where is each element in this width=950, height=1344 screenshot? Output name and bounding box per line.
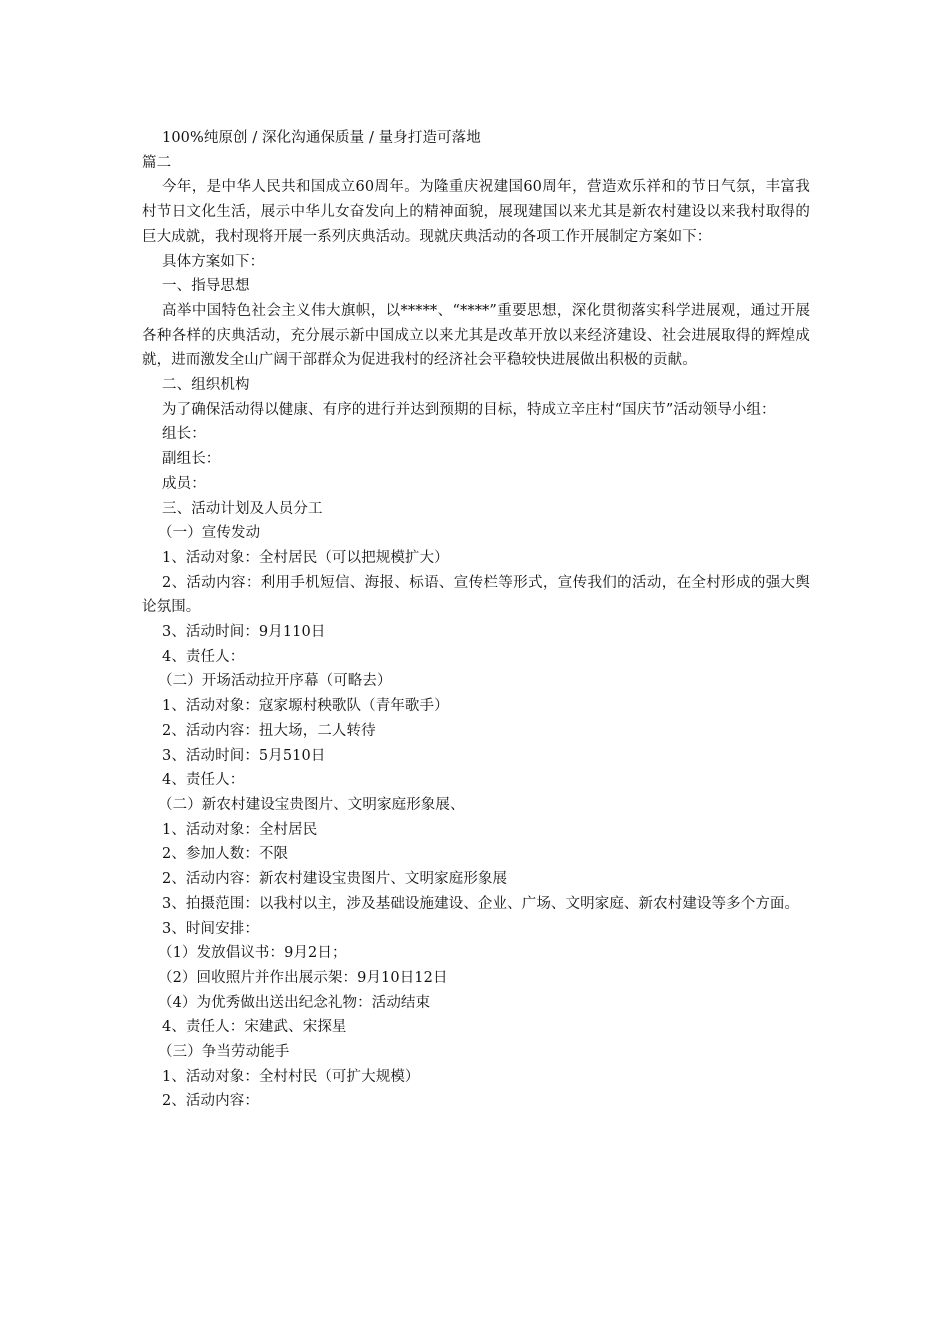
guiding-title: 一、指导思想 xyxy=(162,278,250,295)
part2-item: 2、活动内容：扭大场，二人转待 xyxy=(162,722,376,739)
part3-responsible: 4、责任人：宋建武、宋探星 xyxy=(162,1019,347,1036)
part3-item: 3、时间安排： xyxy=(162,920,259,937)
header-tagline: 100%纯原创 / 深化沟通保质量 / 量身打造可落地 xyxy=(162,130,481,146)
organization-vice-leader: 副组长： xyxy=(162,451,221,468)
part2-item: 1、活动对象：寇家塬村秧歌队（青年歌手） xyxy=(162,698,449,715)
organization-leader: 组长： xyxy=(162,426,206,443)
part2-item: 3、活动时间：5月510日 xyxy=(162,747,326,764)
part2-item: 4、责任人： xyxy=(162,772,245,789)
part3-schedule-item: （1）发放倡议书：9月2日； xyxy=(158,945,347,962)
part4-item: 1、活动对象：全村村民（可扩大规模） xyxy=(162,1068,420,1085)
part4-item: 2、活动内容： xyxy=(162,1093,259,1110)
part2-title: （二）开场活动拉开序幕（可略去） xyxy=(158,673,392,690)
organization-title: 二、组织机构 xyxy=(162,377,250,394)
part3-item: 3、拍摄范围：以我村以主，涉及基础设施建设、企业、广场、文明家庭、新农村建设等多个方面。 xyxy=(162,895,800,912)
plan-title: 三、活动计划及人员分工 xyxy=(162,500,323,517)
part1-item: 4、责任人： xyxy=(162,648,245,665)
document-body xyxy=(142,126,810,1114)
organization-body: 为了确保活动得以健康、有序的进行并达到预期的目标，特成立辛庄村“国庆节”活动领导小组： xyxy=(162,401,776,418)
guiding-body: 高举中国特色社会主义伟大旗帜，以*****、“****”重要思想，深化贯彻落实科学进展观，通过开展各种各样的庆典活动，充分展示新中国成立以来尤其是改革开放以来经济建设、社会进展取得的辉煌成就，进而激发全山广阔干部群众为促进我村的经济社会平稳较快进展做出积极的贡献。 xyxy=(142,302,810,369)
plan-lead: 具体方案如下： xyxy=(162,253,265,270)
part3-schedule-item: （2）回收照片并作出展示架：9月10日12日 xyxy=(158,969,448,986)
part1-title: （一）宣传发动 xyxy=(158,525,261,542)
part3-title: （二）新农村建设宝贵图片、文明家庭形象展、 xyxy=(158,796,465,813)
part4-title: （三）争当劳动能手 xyxy=(158,1044,290,1061)
part3-item: 1、活动对象：全村居民 xyxy=(162,821,318,838)
section-title: 篇二 xyxy=(142,154,172,171)
organization-members: 成员： xyxy=(162,475,206,492)
intro-paragraph: 今年，是中华人民共和国成立60周年。为隆重庆祝建国60周年，营造欢乐祥和的节日气氛，丰富我村节日文化生活，展示中华儿女奋发向上的精神面貌，展现建国以来尤其是新农村建设以来我村取得的巨大成就，我村现将开展一系列庆典活动。现就庆典活动的各项工作开展制定方案如下： xyxy=(142,179,810,245)
part3-item: 2、活动内容：新农村建设宝贵图片、文明家庭形象展 xyxy=(162,871,508,888)
part1-item: 2、活动内容：利用手机短信、海报、标语、宣传栏等形式，宣传我们的活动，在全村形成的强大舆论氛围。 xyxy=(142,574,810,616)
part3-item: 2、参加人数：不限 xyxy=(162,846,289,863)
part3-schedule-item: （4）为优秀做出送出纪念礼物：活动结束 xyxy=(158,994,431,1011)
part1-item: 3、活动时间：9月110日 xyxy=(162,624,326,641)
part1-item: 1、活动对象：全村居民（可以把规模扩大） xyxy=(162,549,449,566)
